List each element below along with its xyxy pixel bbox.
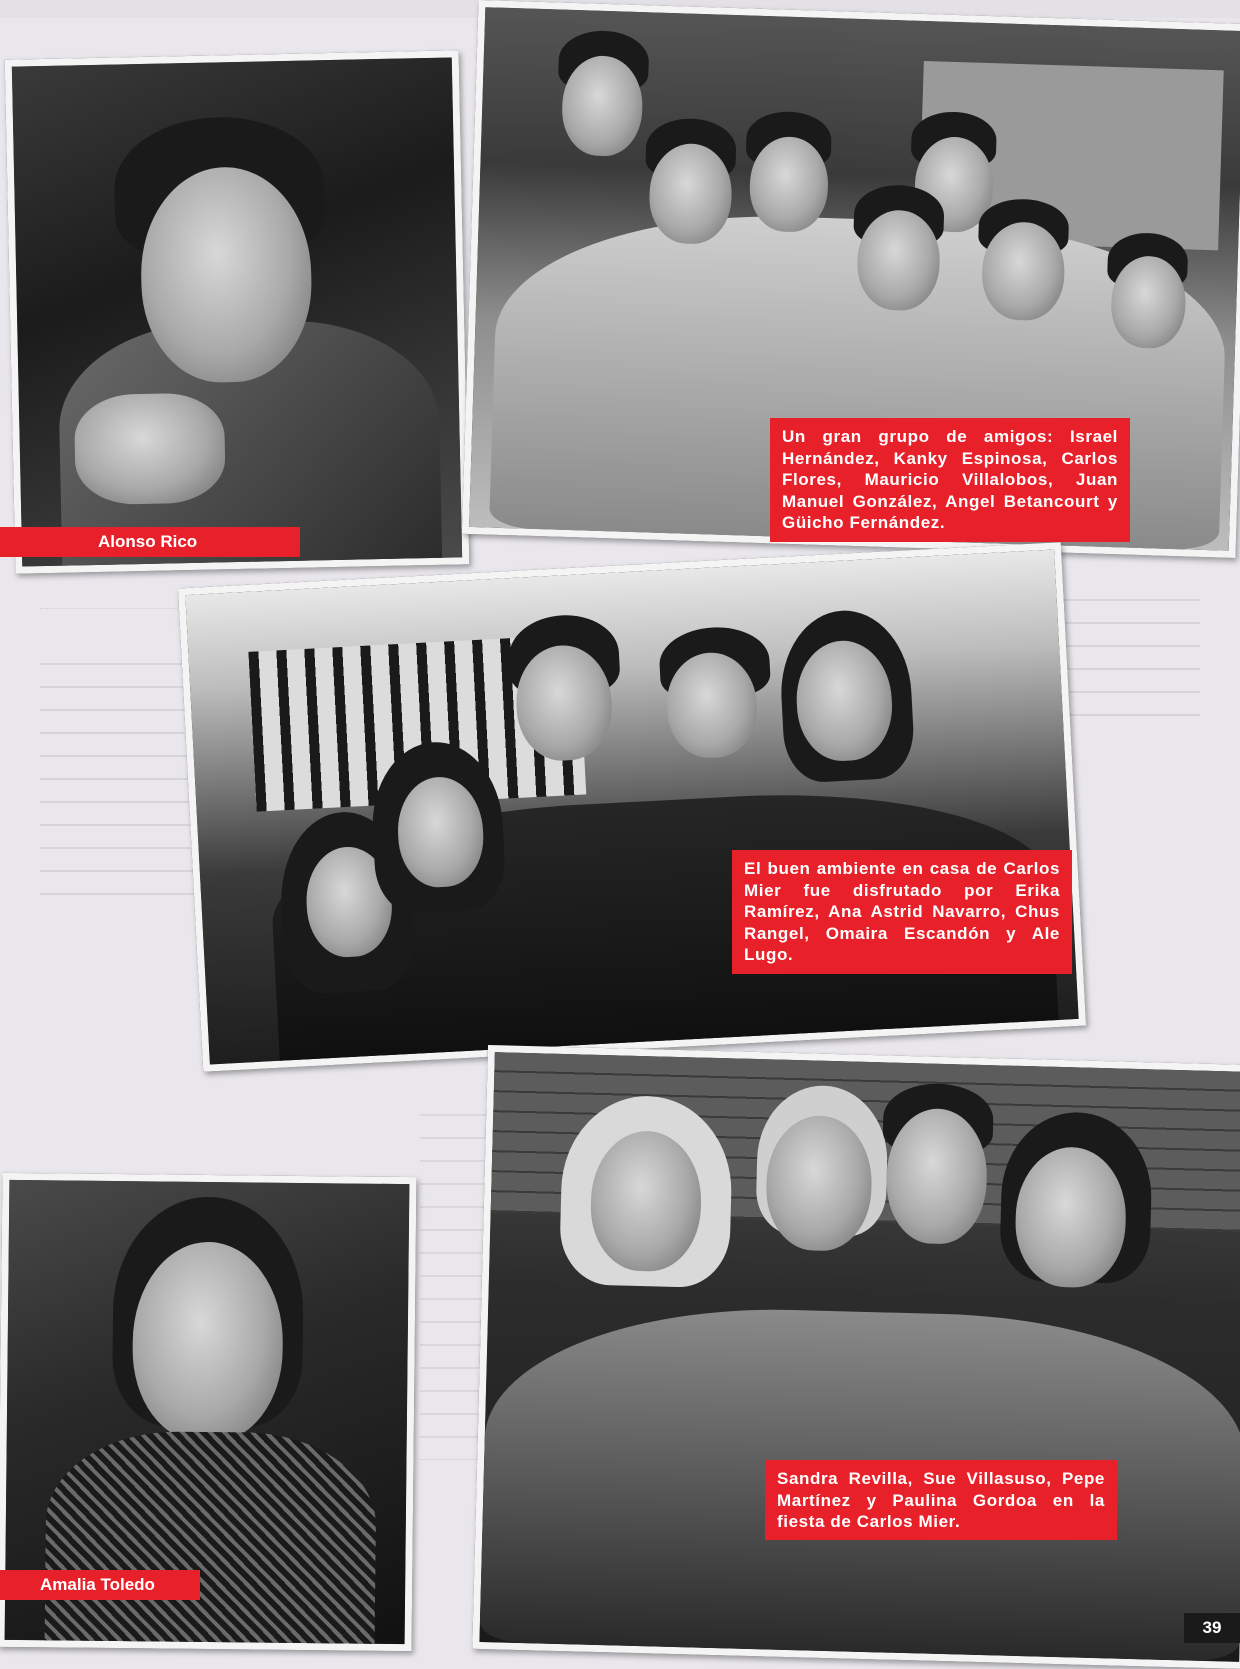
caption-group-of-friends <box>770 418 1130 542</box>
face-1 <box>561 55 644 157</box>
label-text: Alonso Rico <box>98 532 198 551</box>
photo-alonso-rico <box>5 50 470 573</box>
clasped-hands <box>74 392 226 505</box>
caption-text: El buen ambiente en casa de Carlos Mier fue disfrutado por Erika Ramírez, Ana Astrid Navarro, Chus Rangel, Omaira Escandón y Ale Lugo. <box>744 859 1060 964</box>
face-2 <box>765 1114 873 1252</box>
face-1 <box>589 1130 703 1273</box>
label-text: Amalia Toledo <box>40 1575 155 1594</box>
patterned-vest <box>44 1430 376 1651</box>
page-number: 39 <box>1184 1613 1240 1643</box>
face-4 <box>1014 1146 1128 1289</box>
label-amalia-toledo <box>0 1570 200 1600</box>
caption-text: Sandra Revilla, Sue Villasuso, Pepe Martínez y Paulina Gordoa en la fiesta de Carlos Mier. <box>777 1469 1105 1531</box>
face-3 <box>748 136 829 233</box>
caption-text: Un gran grupo de amigos: Israel Hernández, Kanky Espinosa, Carlos Flores, Mauricio Villalobos, Juan Manuel González, Angel Betancourt y Güicho Fernández. <box>782 427 1118 532</box>
caption-fiesta-carlos-mier <box>765 1460 1117 1540</box>
face <box>132 1241 284 1443</box>
caption-party-carlos-mier <box>732 850 1072 974</box>
face-7 <box>1110 255 1187 349</box>
photo-party-carlos-mier <box>178 542 1086 1072</box>
face-3 <box>885 1107 988 1245</box>
label-alonso-rico <box>0 527 300 557</box>
photo-fiesta-carlos-mier <box>472 1045 1240 1669</box>
